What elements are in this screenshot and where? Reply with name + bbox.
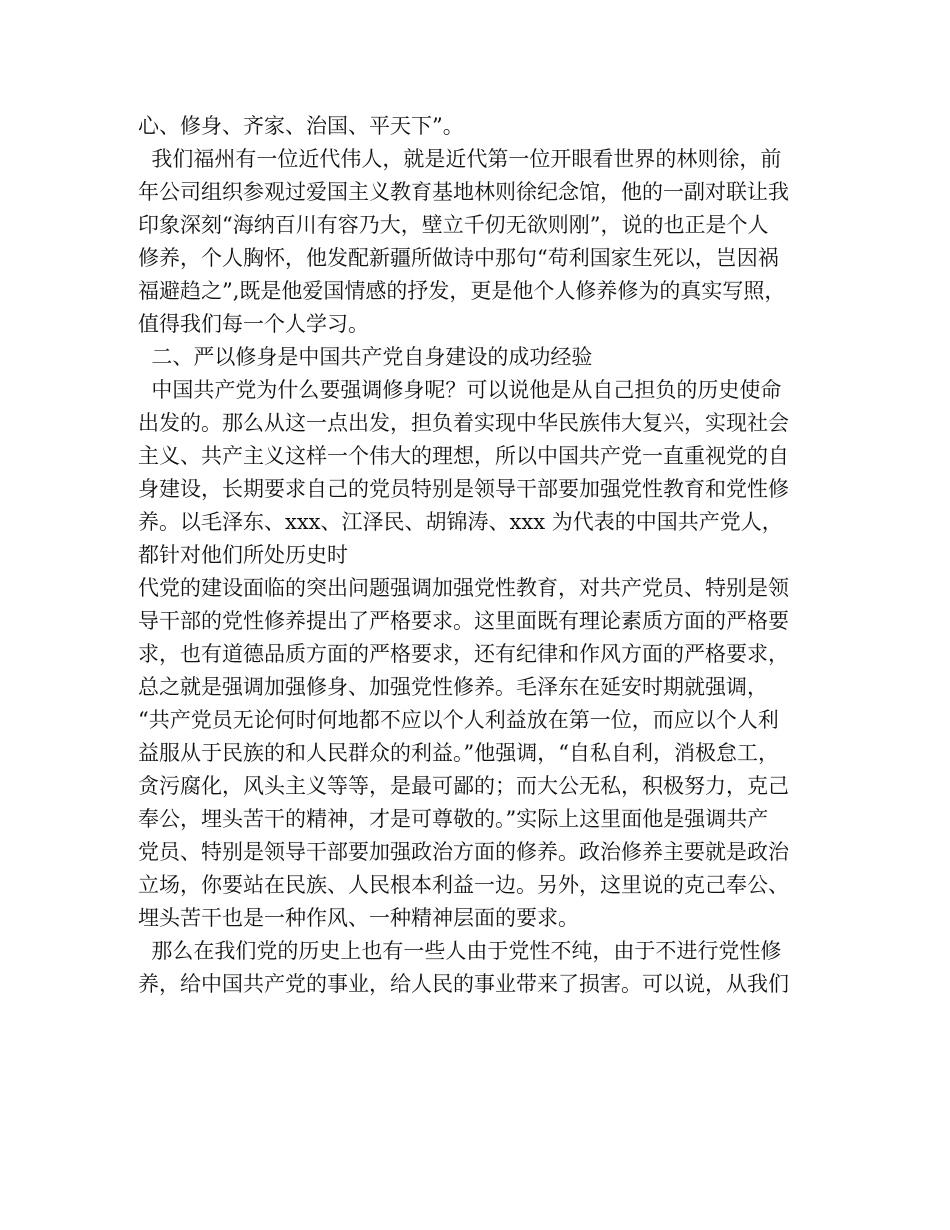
text-line: 值得我们每一个人学习。 <box>138 312 369 336</box>
text-line: 贪污腐化，风头主义等等，是最可鄙的；而大公无私，积极努力，克己 <box>138 774 789 798</box>
document-page <box>138 110 828 1001</box>
text-line: 养，给中国共产党的事业，给人民的事业带来了损害。可以说，从我们 <box>138 972 789 996</box>
text-line: 导干部的党性修养提出了严格要求。这里面既有理论素质方面的严格要 <box>138 609 789 633</box>
text-line: 身建设，长期要求自己的党员特别是领导干部要加强党性教育和党性修 <box>138 477 789 501</box>
text-line: 代党的建设面临的突出问题强调加强党性教育，对共产党员、特别是领 <box>138 576 789 600</box>
text-line: 求，也有道德品质方面的严格要求，还有纪律和作风方面的严格要求， <box>138 642 789 666</box>
text-line: 奉公，埋头苦干的精神，才是可尊敬的。”实际上这里面他是强调共产 <box>138 807 769 831</box>
text-line: 福避趋之”,既是他爱国情感的抒发，更是他个人修养修为的真实写照， <box>138 279 786 303</box>
text-line: 益服从于民族的和人民群众的利益。”他强调，“自私自利，消极怠工， <box>138 741 779 765</box>
section-heading: 二、严以修身是中国共产党自身建设的成功经验 <box>138 345 593 369</box>
text-line: 都针对他们所处历史时 <box>138 543 348 567</box>
text-line: 我们福州有一位近代伟人，就是近代第一位开眼看世界的林则徐，前 <box>138 147 782 171</box>
text-line: 中国共产党为什么要强调修身呢？可以说他是从自己担负的历史使命 <box>138 378 782 402</box>
text-line: “共产党员无论何时何地都不应以个人利益放在第一位，而应以个人利 <box>138 708 779 732</box>
text-line: 埋头苦干也是一种作风、一种精神层面的要求。 <box>138 906 579 930</box>
text-line: 年公司组织参观过爱国主义教育基地林则徐纪念馆，他的一副对联让我 <box>138 180 789 204</box>
text-line: 党员、特别是领导干部要加强政治方面的修养。政治修养主要就是政治 <box>138 840 789 864</box>
text-line: 修养，个人胸怀，他发配新疆所做诗中那句“苟利国家生死以，岂因祸 <box>138 246 779 270</box>
text-line: 总之就是强调加强修身、加强党性修养。毛泽东在延安时期就强调， <box>138 675 768 699</box>
text-line: 养。以毛泽东、xxx、江泽民、胡锦涛、xxx 为代表的中国共产党人， <box>138 510 783 534</box>
text-line: 那么在我们党的历史上也有一些人由于党性不纯，由于不进行党性修 <box>138 939 782 963</box>
text-line: 主义、共产主义这样一个伟大的理想，所以中国共产党一直重视党的自 <box>138 444 789 468</box>
text-line: 立场，你要站在民族、人民根本利益一边。另外，这里说的克己奉公、 <box>138 873 789 897</box>
text-line: 心、修身、齐家、治国、平天下”。 <box>138 114 464 138</box>
text-line: 印象深刻“海纳百川有容乃大，壁立千仞无欲则刚”，说的也正是个人 <box>138 213 769 237</box>
text-line: 出发的。那么从这一点出发，担负着实现中华民族伟大复兴，实现社会 <box>138 411 789 435</box>
